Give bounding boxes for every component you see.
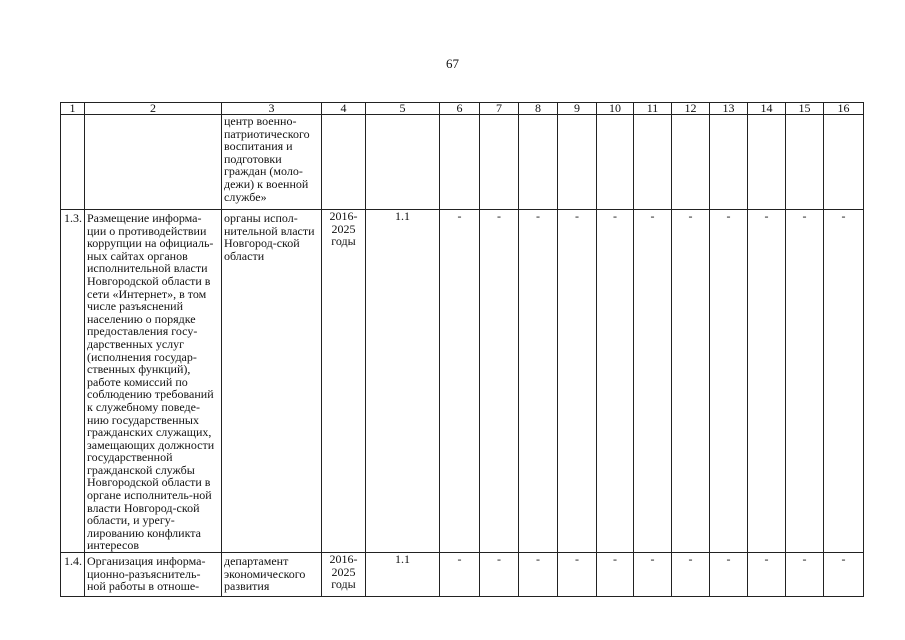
value-cell (710, 115, 748, 210)
value-cell: - (634, 210, 672, 553)
table-row (61, 210, 864, 553)
value-cell: - (480, 553, 519, 597)
value-cell: - (672, 553, 710, 597)
table-row (61, 115, 864, 210)
period-cell (322, 115, 366, 210)
event-cell: Размещение информа-ции о противодействии коррупции на официаль-ных сайтах органов исполнительной власти Новгородской области в сети «Интернет», в том числе разъяснений населению о порядке предоставления госу-дарственных услуг (исполнения государ-ственных функций), работе комиссий по соблюдению требований к служебному поведе-нию государственных гражданских служащих, замещающих должности государственной гражданской службы Новгородской области в органе исполнитель-ной власти Новгород-ской области, и урегу-лированию конфликта интересов (85, 210, 222, 553)
value-cell: - (786, 553, 824, 597)
col-header-10: 10 (597, 103, 634, 115)
target-cell: 1.1 (366, 210, 440, 553)
value-cell (597, 115, 634, 210)
col-header-11: 11 (634, 103, 672, 115)
period-cell: 2016-2025 годы (322, 553, 366, 597)
event-cell (85, 115, 222, 210)
col-header-12: 12 (672, 103, 710, 115)
value-cell (672, 115, 710, 210)
col-header-7: 7 (480, 103, 519, 115)
table-row (61, 553, 864, 597)
value-cell: - (558, 553, 597, 597)
page-number: 67 (446, 56, 459, 71)
value-cell: - (824, 210, 864, 553)
value-cell: - (824, 553, 864, 597)
col-header-5: 5 (366, 103, 440, 115)
value-cell (634, 115, 672, 210)
value-cell (824, 115, 864, 210)
value-cell (480, 115, 519, 210)
col-header-4: 4 (322, 103, 366, 115)
value-cell: - (480, 210, 519, 553)
row-number: 1.3. (61, 210, 85, 553)
value-cell: - (519, 210, 558, 553)
value-cell: - (440, 210, 480, 553)
col-header-13: 13 (710, 103, 748, 115)
value-cell: - (748, 553, 786, 597)
value-cell: - (519, 553, 558, 597)
period-cell: 2016-2025 годы (322, 210, 366, 553)
executor-cell: департамент экономического развития (222, 553, 322, 597)
value-cell: - (634, 553, 672, 597)
col-header-16: 16 (824, 103, 864, 115)
value-cell: - (558, 210, 597, 553)
event-cell: Организация информа-ционно-разъяснитель-ной работы в отноше- (85, 553, 222, 597)
value-cell (440, 115, 480, 210)
value-cell (748, 115, 786, 210)
col-header-2: 2 (85, 103, 222, 115)
col-header-8: 8 (519, 103, 558, 115)
col-header-14: 14 (748, 103, 786, 115)
executor-cell: органы испол-нительной власти Новгород-ской области (222, 210, 322, 553)
col-header-1: 1 (61, 103, 85, 115)
value-cell: - (597, 210, 634, 553)
value-cell (786, 115, 824, 210)
target-cell (366, 115, 440, 210)
value-cell: - (672, 210, 710, 553)
program-table (60, 102, 864, 597)
value-cell: - (440, 553, 480, 597)
value-cell (558, 115, 597, 210)
col-header-6: 6 (440, 103, 480, 115)
value-cell: - (710, 210, 748, 553)
executor-cell: центр военно-патриотического воспитания и подготовки граждан (моло-дежи) к военной службе» (222, 115, 322, 210)
col-header-15: 15 (786, 103, 824, 115)
header-row (61, 103, 864, 115)
value-cell: - (786, 210, 824, 553)
value-cell: - (710, 553, 748, 597)
col-header-3: 3 (222, 103, 322, 115)
value-cell: - (597, 553, 634, 597)
row-number (61, 115, 85, 210)
target-cell: 1.1 (366, 553, 440, 597)
value-cell: - (748, 210, 786, 553)
col-header-9: 9 (558, 103, 597, 115)
value-cell (519, 115, 558, 210)
row-number: 1.4. (61, 553, 85, 597)
